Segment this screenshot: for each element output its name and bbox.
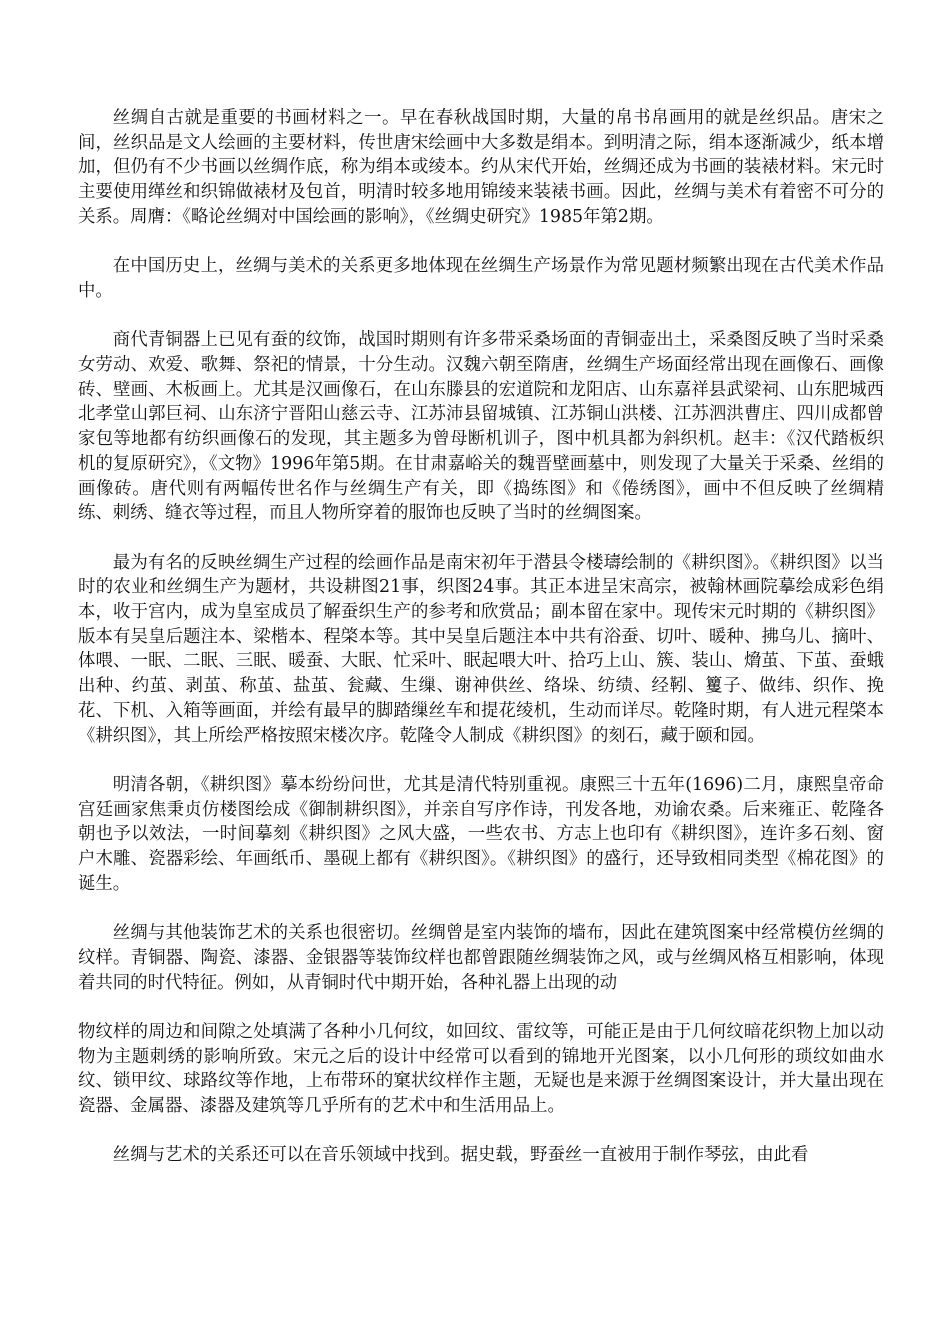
document-body	[78, 106, 884, 1193]
paragraph-gengzhi-tu: 最为有名的反映丝绸生产过程的绘画作品是南宋初年于潜县令楼璹绘制的《耕织图》。《耕织图》以当时的农业和丝绸生产为题材，共设耕图21事，织图24事。其正本进呈宋高宗，被翰林画院摹绘成彩色绢本，收于宫内，成为皇室成员了解蚕织生产的参考和欣赏品；副本留在家中。现传宋元时期的《耕织图》版本有吴皇后题注本、梁楷本、程棨本等。其中吴皇后题注本中共有浴蚕、切叶、暖种、拂乌儿、摘叶、体喂、一眠、二眠、三眠、暖蚕、大眠、忙采叶、眠起喂大叶、拾巧上山、簇、装山、熁茧、下茧、蚕蛾出种、约茧、剥茧、称茧、盐茧、瓮藏、生缫、谢神供丝、络垛、纺绩、经靷、籰子、做纬、织作、挽花、下机、入箱等画面，并绘有最早的脚踏缫丝车和提花绫机，生动而详尽。乾隆时期，有人进元程棨本《耕织图》，其上所绘严格按照宋楼次序。乾隆令人制成《耕织图》的刻石，藏于颐和园。	[78, 552, 884, 746]
paragraph-ming-qing-copies: 明清各朝，《耕织图》摹本纷纷问世，尤其是清代特别重视。康熙三十五年(1696)二月，康熙皇帝命宫廷画家焦秉贞仿楼图绘成《御制耕织图》，并亲自写序作诗，刊发各地，劝谕农桑。后来雍正、乾隆各朝也予以效法，一时间摹刻《耕织图》之风大盛，一些农书、方志上也印有《耕织图》，连许多石刻、窗户木雕、瓷器彩绘、年画纸币、墨砚上都有《耕织图》。《耕织图》的盛行，还导致相同类型《棉花图》的诞生。	[78, 774, 884, 894]
paragraph-bronze-and-stone-reliefs: 商代青铜器上已见有蚕的纹饰，战国时期则有许多带采桑场面的青铜壶出土，采桑图反映了当时采桑女劳动、欢爱、歌舞、祭祀的情景，十分生动。汉魏六朝至隋唐，丝绸生产场面经常出现在画像石、画像砖、壁画、木板画上。尤其是汉画像石，在山东滕县的宏道院和龙阳店、山东嘉祥县武梁祠、山东肥城西北孝堂山郭巨祠、山东济宁晋阳山慈云寺、江苏沛县留城镇、江苏铜山洪楼、江苏泗洪曹庄、四川成都曾家包等地都有纺织画像石的发现，其主题多为曾母断机训子，图中机具都为斜织机。赵丰：《汉代踏板织机的复原研究》，《文物》1996年第5期。在甘肃嘉峪关的魏晋壁画墓中，则发现了大量关于采桑、丝绢的画像砖。唐代则有两幅传世名作与丝绸生产有关，即《捣练图》和《倦绣图》，画中不但反映了丝绸精练、刺绣、缝衣等过程，而且人物所穿着的服饰也反映了当时的丝绸图案。	[78, 330, 884, 524]
paragraph-silk-painting-material: 丝绸自古就是重要的书画材料之一。早在春秋战国时期，大量的帛书帛画用的就是丝织品。唐宋之间，丝织品是文人绘画的主要材料，传世唐宋绘画中大多数是绢本。到明清之际，绢本逐渐减少，纸本增加，但仍有不少书画以丝绸作底，称为绢本或绫本。约从宋代开始，丝绸还成为书画的装裱材料。宋元时主要使用缂丝和织锦做裱材及包首，明清时较多地用锦绫来装裱书画。因此，丝绸与美术有着密不可分的关系。周膺：《略论丝绸对中国绘画的影响》，《丝绸史研究》1985年第2期。	[78, 108, 884, 227]
paragraph-decorative-arts-continued: 物纹样的周边和间隙之处填满了各种小几何纹，如回纹、雷纹等，可能正是由于几何纹暗花织物上加以动物为主题刺绣的影响所致。宋元之后的设计中经常可以看到的锦地开光图案，以小几何形的琐纹如曲水纹、锁甲纹、球路纹等作地，上布带环的窠状纹样作主题，无疑也是来源于丝绸图案设计，并大量出现在瓷器、金属器、漆器及建筑等几乎所有的艺术中和生活用品上。	[78, 1021, 884, 1117]
paragraph-silk-and-music: 丝绸与艺术的关系还可以在音乐领域中找到。据史载，野蚕丝一直被用于制作琴弦，由此看	[112, 1145, 809, 1166]
paragraph-silk-art-history: 在中国历史上，丝绸与美术的关系更多地体现在丝绸生产场景作为常见题材频繁出现在古代美术作品中。	[78, 256, 884, 301]
paragraph-decorative-arts: 丝绸与其他装饰艺术的关系也很密切。丝绸曾是室内装饰的墙布，因此在建筑图案中经常模仿丝绸的纹样。青铜器、陶瓷、漆器、金银器等装饰纹样也都曾跟随丝绸装饰之风，或与丝绸风格互相影响，体现着共同的时代特征。例如，从青铜时代中期开始，各种礼器上出现的动	[78, 923, 884, 993]
